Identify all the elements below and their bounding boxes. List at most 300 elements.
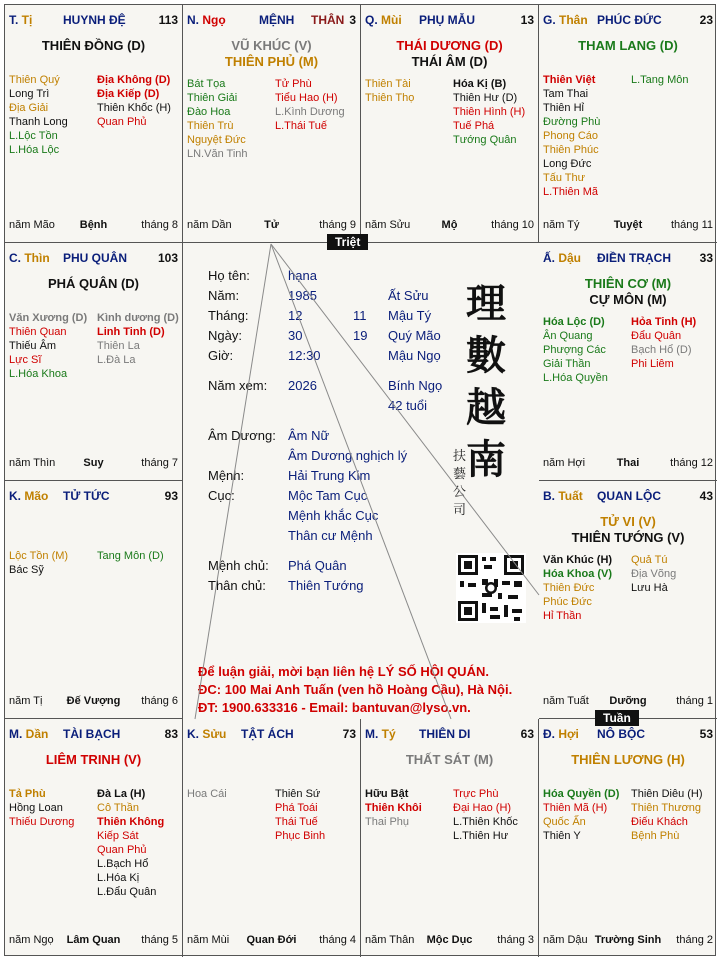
- main-stars: [5, 752, 182, 768]
- star-item: Tam Thai: [543, 88, 589, 100]
- star-item: Thiên Phúc: [543, 144, 599, 156]
- triet-badge: Triệt: [327, 234, 368, 250]
- palace-footer: [9, 219, 178, 233]
- cuc-label: Cục:: [208, 488, 235, 503]
- star-item: Phi Liêm: [631, 358, 674, 370]
- palace-footer: [543, 934, 713, 948]
- palace-stem-branch: B. Tuất: [543, 489, 583, 503]
- stars-left: [9, 549, 97, 577]
- palace-tu-tuc[interactable]: [5, 481, 183, 719]
- palace-year: năm Tị: [9, 695, 43, 707]
- palace-phuc-duc[interactable]: [539, 5, 717, 243]
- stars-right: [631, 553, 717, 595]
- palace-number: 73: [342, 727, 356, 741]
- star-item: L.Đẩu Quân: [97, 886, 157, 898]
- palace-stem-branch: C. Thìn: [9, 251, 50, 265]
- sub-calligraphy-character: 藝: [453, 467, 467, 482]
- palace-name: TẬT ÁCH: [241, 727, 294, 741]
- star-item: Hồng Loan: [9, 802, 63, 814]
- star-item: Đại Hao (H): [453, 802, 512, 814]
- palace-name: TỬ TỨC: [63, 489, 110, 503]
- stars-left: [543, 73, 631, 199]
- palace-stem-branch: M. Dần: [9, 727, 49, 741]
- palace-header: [9, 727, 178, 743]
- stars-left: [9, 787, 97, 829]
- life-phase: Bệnh: [79, 219, 108, 231]
- star-item: Hóa Lộc (D): [543, 316, 605, 328]
- palace-footer: [9, 457, 178, 471]
- star-item: Thiếu Dương: [9, 816, 75, 828]
- palace-year: năm Thìn: [9, 457, 56, 469]
- star-item: L.Bạch Hổ: [97, 858, 149, 870]
- star-item: Đào Hoa: [187, 106, 231, 118]
- palace-year: năm Mùi: [187, 934, 230, 946]
- palace-stem-branch: K. Sửu: [187, 727, 227, 741]
- stars-right: [275, 77, 361, 133]
- palace-month: tháng 6: [141, 695, 178, 707]
- palace-header: [543, 13, 713, 29]
- stars-right: [631, 787, 717, 843]
- calligraphy-character: 越: [466, 384, 506, 431]
- palace-month: tháng 1: [676, 695, 713, 707]
- main-star: THẤT SÁT (M): [405, 752, 494, 767]
- menh-chu-label: Mệnh chủ:: [208, 558, 269, 573]
- palace-number: 103: [157, 251, 178, 265]
- hour-label: Giờ:: [208, 348, 234, 363]
- palace-number: 3: [349, 13, 356, 27]
- palace-stem-branch: T. Tị: [9, 13, 33, 27]
- star-item: Thiên Không: [97, 816, 165, 828]
- star-item: Địa Võng: [631, 568, 677, 580]
- star-item: Phượng Các: [543, 344, 606, 356]
- palace-huynh-de[interactable]: [5, 5, 183, 243]
- hour-value: 12:30: [288, 348, 321, 363]
- hour-lunar: Mậu Ngọ: [388, 348, 441, 363]
- palace-header: [543, 251, 713, 267]
- star-item: Ân Quang: [543, 330, 593, 342]
- star-item: Giải Thần: [543, 358, 591, 370]
- palace-footer: [187, 934, 356, 948]
- star-item: Đường Phù: [543, 116, 601, 128]
- stars-left: [9, 73, 97, 157]
- palace-footer: [187, 219, 356, 233]
- star-item: Lực Sĩ: [9, 354, 42, 366]
- palace-number: 63: [520, 727, 534, 741]
- star-item: Nguyệt Đức: [187, 134, 246, 146]
- star-item: Hóa Khoa (V): [543, 568, 613, 580]
- star-item: Thiên Quý: [9, 74, 60, 86]
- am-duong-relation: Âm Dương nghịch lý: [288, 448, 408, 463]
- palace-name: HUYNH ĐỆ: [63, 13, 126, 27]
- star-item: Thiên Hư (D): [453, 92, 518, 104]
- life-phase: Đế Vượng: [66, 695, 121, 707]
- star-item: Thiên Thương: [631, 802, 702, 814]
- month-solar: 12: [288, 308, 303, 323]
- palace-stem-branch: Đ. Hợi: [543, 727, 579, 741]
- star-item: L.Hóa Khoa: [9, 368, 68, 380]
- palace-month: tháng 8: [141, 219, 178, 231]
- main-stars: [183, 38, 360, 70]
- palace-number: 53: [699, 727, 713, 741]
- star-item: Đà La (H): [97, 788, 146, 800]
- life-phase: Tuyệt: [613, 219, 643, 231]
- palace-stem-branch: G. Thân: [543, 13, 588, 27]
- name-value: hạna: [288, 268, 317, 283]
- tuan-badge: Tuần: [595, 710, 639, 726]
- star-item: Hữu Bật: [365, 788, 409, 800]
- star-item: Thái Tuế: [275, 816, 318, 828]
- star-item: Thanh Long: [9, 116, 68, 128]
- palace-number: 13: [520, 13, 534, 27]
- main-star: THÁI ÂM (D): [411, 54, 488, 69]
- star-item: Quả Tú: [631, 554, 668, 566]
- star-item: L.Thiên Mã: [543, 186, 599, 198]
- star-item: Quan Phủ: [97, 844, 147, 856]
- am-duong-value: Âm Nữ: [288, 428, 330, 443]
- cuc-value: Mộc Tam Cục: [288, 488, 368, 503]
- stars-right: [631, 315, 717, 371]
- main-stars: [539, 514, 717, 546]
- life-phase: Mộ: [441, 219, 458, 231]
- life-phase: Thai: [616, 457, 640, 469]
- name-label: Họ tên:: [208, 268, 250, 283]
- month-lunar-number: 11: [353, 308, 367, 323]
- palace-name: MỆNH: [259, 13, 295, 27]
- palace-year: năm Tý: [543, 219, 580, 231]
- life-phase: Quan Đới: [246, 934, 297, 946]
- palace-header: [9, 489, 178, 505]
- than-chu-value: Thiên Tướng: [288, 578, 364, 593]
- sub-calligraphy-character: 公: [453, 485, 467, 500]
- contact-address: ĐC: 100 Mai Anh Tuấn (ven hồ Hoàng Cầu), Hà Nội.: [198, 682, 513, 697]
- palace-month: tháng 11: [670, 219, 713, 231]
- palace-menh[interactable]: [183, 5, 361, 243]
- palace-year: năm Ngọ: [9, 934, 54, 946]
- day-solar: 30: [288, 328, 303, 343]
- palace-month: tháng 7: [141, 457, 178, 469]
- palace-year: năm Dậu: [543, 934, 588, 946]
- star-item: Tướng Quân: [453, 134, 517, 146]
- sub-calligraphy-character: 扶: [453, 449, 467, 464]
- star-item: Quan Phủ: [97, 116, 147, 128]
- palace-name: ĐIỀN TRẠCH: [597, 251, 671, 265]
- star-item: Bát Tọa: [187, 78, 226, 90]
- palace-number: 83: [164, 727, 178, 741]
- palace-phu-mau[interactable]: [361, 5, 539, 243]
- palace-tai-bach[interactable]: [5, 719, 183, 957]
- stars-right: [453, 77, 539, 147]
- star-item: Phúc Đức: [543, 596, 592, 608]
- palace-header: [365, 727, 534, 743]
- main-stars: [5, 38, 182, 54]
- than-cu: Thân cư Mệnh: [288, 528, 373, 543]
- star-item: Thiên Y: [543, 830, 581, 842]
- star-item: Long Trì: [9, 88, 50, 100]
- palace-stem-branch: Ấ. Dậu: [543, 251, 582, 265]
- star-item: Tấu Thư: [543, 172, 586, 184]
- star-item: Hoa Cái: [187, 788, 227, 800]
- star-item: Thai Phụ: [365, 816, 410, 828]
- life-phase: Tử: [264, 219, 279, 231]
- palace-header: [543, 489, 713, 505]
- palace-header: [365, 13, 534, 29]
- palace-phu-quan[interactable]: [5, 243, 183, 481]
- star-item: Địa Giải: [9, 102, 49, 114]
- star-item: Tả Phù: [9, 788, 46, 800]
- year-label: Năm:: [208, 288, 240, 303]
- palace-name: TÀI BẠCH: [63, 727, 121, 741]
- main-star: THIÊN ĐỒNG (D): [41, 38, 146, 53]
- stars-left: [187, 77, 275, 161]
- star-item: L.Thiên Hư: [453, 830, 509, 842]
- main-star: THIÊN LƯƠNG (H): [571, 752, 685, 767]
- palace-name: PHU QUÂN: [63, 251, 128, 265]
- main-star: CỰ MÔN (M): [589, 292, 667, 307]
- calligraphy-character: 數: [466, 332, 506, 379]
- palace-no-boc[interactable]: [539, 719, 717, 957]
- main-stars: [361, 38, 538, 70]
- star-item: Lộc Tồn (M): [9, 550, 69, 562]
- palace-header: [187, 727, 356, 743]
- stars-left: [9, 311, 97, 381]
- stars-left: [543, 787, 631, 843]
- star-item: L.Hóa Lộc: [9, 144, 60, 156]
- palace-stem-branch: M. Tý: [365, 727, 396, 741]
- palace-month: tháng 2: [676, 934, 713, 946]
- palace-thien-di[interactable]: [361, 719, 539, 957]
- palace-year: năm Mão: [9, 219, 55, 231]
- palace-tat-ach[interactable]: [183, 719, 361, 957]
- star-item: L.Hóa Kị: [97, 872, 140, 884]
- star-item: Thiên Diêu (H): [631, 788, 703, 800]
- stars-right: [631, 73, 717, 87]
- palace-number: 33: [699, 251, 713, 265]
- menh-value: Hải Trung Kim: [288, 468, 371, 483]
- star-item: Thiên Thọ: [365, 92, 415, 104]
- life-phase: Dưỡng: [609, 695, 647, 707]
- star-item: Thiên Trù: [187, 120, 234, 132]
- palace-stem-branch: K. Mão: [9, 489, 49, 503]
- palace-name: NÔ BỘC: [597, 727, 645, 741]
- life-phase: Lâm Quan: [66, 934, 121, 946]
- star-item: Thiên La: [97, 340, 140, 352]
- star-item: Tiểu Hao (H): [275, 92, 338, 104]
- star-item: L.Kình Dương: [275, 106, 345, 118]
- star-item: LN.Văn Tinh: [187, 148, 248, 160]
- palace-footer: [365, 934, 534, 948]
- star-item: Long Đức: [543, 158, 592, 170]
- view-year-lunar: Bính Ngọ: [388, 378, 443, 393]
- palace-stem-branch: Q. Mùi: [365, 13, 402, 27]
- palace-footer: [543, 695, 713, 709]
- star-item: Thiên Giải: [187, 92, 238, 104]
- main-star: THIÊN PHỦ (M): [224, 54, 319, 69]
- star-item: Trực Phù: [453, 788, 499, 800]
- sub-calligraphy: [453, 448, 471, 520]
- star-item: Thiếu Âm: [9, 340, 57, 352]
- life-phase: Suy: [83, 457, 104, 469]
- star-item: Văn Xương (D): [9, 312, 88, 324]
- star-item: L.Thiên Khốc: [453, 816, 518, 828]
- palace-footer: [9, 695, 178, 709]
- stars-right: [275, 787, 361, 843]
- palace-year: năm Dần: [187, 219, 232, 231]
- contact-phone-email: ĐT: 1900.633316 - Email: bantuvan@lyso.vn.: [198, 700, 471, 715]
- year-solar: 1985: [288, 288, 317, 303]
- than-marker: THÂN: [311, 13, 345, 27]
- stars-right: [97, 549, 183, 563]
- palace-number: 23: [699, 13, 713, 27]
- palace-month: tháng 9: [319, 219, 356, 231]
- am-duong-label: Âm Dương:: [208, 428, 276, 443]
- palace-header: [9, 251, 178, 267]
- palace-month: tháng 5: [141, 934, 178, 946]
- palace-month: tháng 12: [670, 457, 713, 469]
- star-item: Tử Phù: [275, 78, 312, 90]
- star-item: Thiên Hỉ: [543, 102, 584, 114]
- main-stars: [539, 38, 717, 54]
- palace-year: năm Tuất: [543, 695, 589, 707]
- stars-right: [97, 311, 183, 367]
- main-star: THIÊN CƠ (M): [584, 276, 672, 291]
- main-stars: [5, 276, 182, 292]
- star-item: Thiên Khốc (H): [97, 102, 171, 114]
- stars-right: [453, 787, 539, 843]
- day-lunar-number: 19: [353, 328, 368, 343]
- star-item: Thiên Mã (H): [543, 802, 608, 814]
- palace-header: [187, 13, 356, 29]
- main-star: PHÁ QUÂN (D): [48, 276, 139, 291]
- star-item: Hỉ Thần: [543, 610, 582, 622]
- star-item: L.Tang Môn: [631, 74, 689, 86]
- palace-header: [543, 727, 713, 743]
- main-star: THÁI DƯƠNG (D): [396, 38, 503, 53]
- main-star: TỬ VI (V): [600, 514, 656, 529]
- star-item: Kình dương (D): [97, 312, 179, 324]
- star-item: Thiên Quan: [9, 326, 67, 338]
- palace-year: năm Thân: [365, 934, 415, 946]
- palace-footer: [543, 219, 713, 233]
- menh-label: Mệnh:: [208, 468, 245, 483]
- palace-number: 43: [699, 489, 713, 503]
- stars-right: [97, 787, 183, 899]
- month-label: Tháng:: [208, 308, 249, 323]
- sub-calligraphy-character: 司: [453, 503, 467, 518]
- menh-chu-value: Phá Quân: [288, 558, 347, 573]
- star-item: Địa Không (D): [97, 74, 171, 86]
- palace-dien-trach[interactable]: [539, 243, 717, 481]
- star-item: Bệnh Phù: [631, 830, 680, 842]
- star-item: L.Hóa Quyền: [543, 372, 608, 384]
- star-item: Cô Thần: [97, 802, 139, 814]
- age-value: 42 tuổi: [388, 398, 428, 413]
- star-item: Phá Toái: [275, 802, 318, 814]
- palace-name: QUAN LỘC: [597, 489, 661, 503]
- star-item: Bạch Hổ (D): [631, 344, 692, 356]
- palace-footer: [543, 457, 713, 471]
- view-year-value: 2026: [288, 378, 317, 393]
- palace-name: PHÚC ĐỨC: [597, 13, 662, 27]
- stars-left: [543, 315, 631, 385]
- main-stars: [361, 752, 538, 768]
- palace-month: tháng 4: [319, 934, 356, 946]
- star-item: L.Đà La: [97, 354, 136, 366]
- palace-number: 113: [158, 13, 178, 27]
- star-item: Kiếp Sát: [97, 830, 139, 842]
- contact-line-1: Để luận giải, mời bạn liên hệ LÝ SỐ HỘI QUÁN.: [198, 664, 489, 679]
- palace-year: năm Hợi: [543, 457, 586, 469]
- star-item: L.Lộc Tồn: [9, 130, 58, 142]
- stars-left: [187, 787, 275, 801]
- palace-name: THIÊN DI: [419, 727, 471, 741]
- month-lunar: Mậu Tý: [388, 308, 432, 323]
- palace-footer: [9, 934, 178, 948]
- star-item: Thiên Đức: [543, 582, 595, 594]
- star-item: Thiên Khôi: [365, 802, 422, 814]
- life-phase: Mộc Dục: [426, 934, 473, 946]
- tu-vi-chart: [4, 4, 716, 956]
- than-chu-label: Thân chủ:: [208, 578, 266, 593]
- stars-left: [365, 77, 453, 105]
- star-item: Địa Kiếp (D): [97, 88, 160, 100]
- view-year-label: Năm xem:: [208, 378, 268, 393]
- star-item: Thiên Tài: [365, 78, 411, 90]
- main-stars: [539, 276, 717, 308]
- palace-year: năm Sửu: [365, 219, 411, 231]
- palace-footer: [365, 219, 534, 233]
- day-label: Ngày:: [208, 328, 242, 343]
- palace-quan-loc[interactable]: [539, 481, 717, 719]
- palace-header: [9, 13, 178, 29]
- star-item: Văn Khúc (H): [543, 554, 613, 566]
- star-item: Bác Sỹ: [9, 564, 44, 576]
- star-item: Phục Binh: [275, 830, 326, 842]
- main-star: THIÊN TƯỚNG (V): [571, 530, 685, 545]
- stars-left: [543, 553, 631, 623]
- center-info-panel: [188, 248, 540, 722]
- star-item: Hóa Quyền (D): [543, 788, 620, 800]
- star-item: Lưu Hà: [631, 582, 668, 594]
- star-item: Đẩu Quân: [631, 330, 682, 342]
- palace-number: 93: [164, 489, 178, 503]
- star-item: Hóa Kị (B): [453, 78, 507, 90]
- star-item: L.Thái Tuế: [275, 120, 327, 132]
- year-lunar: Ất Sửu: [388, 288, 429, 303]
- day-lunar: Quý Mão: [388, 328, 441, 343]
- cuc-relation: Mệnh khắc Cục: [288, 508, 379, 523]
- stars-right: [97, 73, 183, 129]
- star-item: Quốc Ấn: [543, 816, 586, 828]
- star-item: Thiên Hình (H): [453, 106, 526, 118]
- main-star: LIÊM TRINH (V): [45, 752, 142, 767]
- star-item: Thiên Sứ: [275, 788, 321, 800]
- palace-month: tháng 10: [491, 219, 534, 231]
- star-item: Hỏa Tinh (H): [631, 316, 697, 328]
- life-phase: Trường Sinh: [594, 934, 662, 946]
- star-item: Phong Cáo: [543, 130, 599, 142]
- star-item: Tang Môn (D): [97, 550, 164, 562]
- main-star: THAM LANG (D): [578, 38, 678, 53]
- star-item: Thiên Việt: [543, 74, 596, 86]
- qr-code-icon[interactable]: [456, 553, 526, 623]
- palace-month: tháng 3: [497, 934, 534, 946]
- calligraphy-character: 理: [466, 280, 506, 327]
- palace-stem-branch: N. Ngọ: [187, 13, 226, 27]
- main-star: VŨ KHÚC (V): [231, 38, 312, 53]
- main-stars: [539, 752, 717, 768]
- star-item: Linh Tinh (D): [97, 326, 165, 338]
- star-item: Điếu Khách: [631, 816, 688, 828]
